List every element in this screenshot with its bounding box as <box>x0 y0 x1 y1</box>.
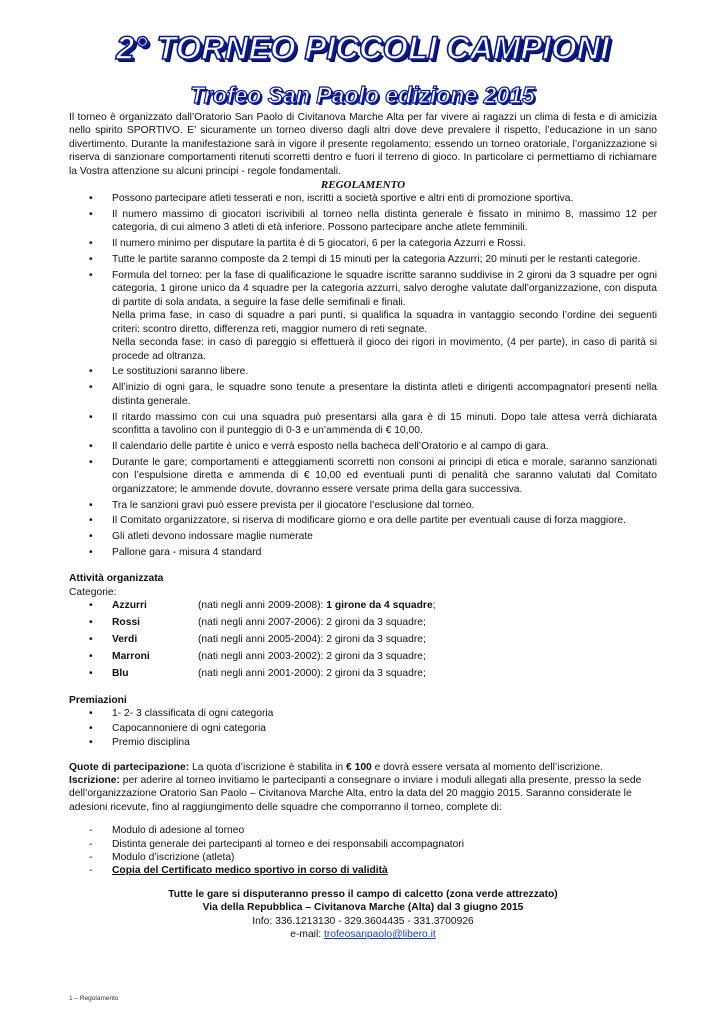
bullet-icon: • <box>89 238 93 250</box>
bullet-icon: • <box>89 547 93 559</box>
premiazioni-heading: Premiazioni <box>69 695 127 706</box>
subtitle: Trofeo San Paolo edizione 2015 <box>190 82 535 108</box>
rule-text: Tutte le partite saranno composte da 2 tempi di 15 minuti per la categoria Azzurri; 20 minuti per le restanti categorie. <box>112 254 641 266</box>
rule-item <box>69 499 657 512</box>
dash-icon: - <box>89 838 93 850</box>
rule-item <box>69 253 657 266</box>
bullet-icon: • <box>89 208 93 220</box>
prize-text: Premio disciplina <box>112 737 190 749</box>
category-groups: 1 girone da 4 squadre <box>326 600 433 611</box>
iscrizione-paragraph <box>69 774 657 814</box>
category-groups: 2 gironi da 3 squadre <box>326 634 423 645</box>
bullet-icon: • <box>89 499 93 511</box>
bullet-icon: • <box>89 634 93 645</box>
rule-item <box>69 456 657 496</box>
category-years: (nati negli anni 2003-2002): <box>198 651 327 662</box>
category-end: ; <box>422 651 426 662</box>
quote-text-after: e dovrà essere versata al momento dell’iscrizione. <box>371 761 603 773</box>
category-groups: 2 gironi da 3 squadre <box>326 651 423 662</box>
bullet-icon: • <box>89 270 93 282</box>
premiazioni-list <box>69 707 657 749</box>
category-end: ; <box>422 617 426 628</box>
bullet-icon: • <box>89 193 93 205</box>
dash-icon: - <box>89 825 93 837</box>
bullet-icon: • <box>89 382 93 394</box>
bullet-icon: • <box>89 651 93 662</box>
category-name: Blu <box>112 668 129 679</box>
quote-label: Quote di partecipazione: <box>69 761 190 773</box>
rule-text: All’inizio di ogni gara, le squadre sono tenute a presentare la distinta atleti e dirigenti accompagnatori presenti nella distinta generale. <box>112 382 657 407</box>
subtitle-banner <box>0 82 725 108</box>
closing-block <box>69 888 657 942</box>
category-end: ; <box>422 634 426 645</box>
bullet-icon: • <box>89 708 93 720</box>
category-details <box>198 599 436 616</box>
rule-item <box>69 208 657 235</box>
rule-text: Le sostituzioni saranno libere. <box>112 366 249 378</box>
attivita-heading: Attività organizzata <box>69 573 164 585</box>
email-link[interactable]: trofeosanpaolo@libero.it <box>323 929 436 941</box>
rule-text: Tra le sanzioni gravi può essere prevista per il giocatore l’esclusione dal torneo. <box>112 499 475 511</box>
category-name: Marroni <box>112 651 150 662</box>
spacer <box>69 814 657 824</box>
title-banner <box>0 30 725 66</box>
category-details <box>198 616 436 633</box>
spacer <box>69 751 657 761</box>
rule-text: Durante le gare; comportamenti e atteggiamenti scorretti non consoni ai principi di etica e morale, saranno sanzionati con l’espulsione diretta e ammenda di € 10,00 ed eventuali punti di penalità che saranno valutati dal Comitato organizzatore; le ammende dovute, dovranno essere versate prima della gara successiva. <box>112 456 657 495</box>
prize-item <box>69 736 657 749</box>
bullet-icon: • <box>89 600 93 611</box>
rule-item <box>69 546 657 559</box>
bullet-icon: • <box>89 617 93 628</box>
category-details <box>198 650 436 667</box>
bullet-icon: • <box>89 440 93 452</box>
document-item <box>69 838 657 851</box>
rule-item <box>69 237 657 250</box>
rules-list <box>69 192 657 560</box>
page-footnote: 1 – Regolamento <box>69 995 119 1002</box>
quote-amount: € 100 <box>346 761 372 773</box>
spacer <box>69 878 657 888</box>
category-row <box>69 650 436 667</box>
category-row <box>69 667 436 684</box>
category-row <box>69 633 436 650</box>
category-name: Azzurri <box>112 600 147 611</box>
rule-text: Formula del torneo: per la fase di qualificazione le squadre iscritte saranno suddivise in 2 gironi da 3 squadre per ogni categoria, 1 girone unico da 4 squadre per la categoria azzurri, salvo deroghe valutate dall’organizzazione, con disputa di partite di sola andata, a seguire la fase delle semifinali e finali. <box>112 270 657 308</box>
spacer <box>69 562 657 572</box>
category-years: (nati negli anni 2005-2004): <box>198 634 327 645</box>
rule-text: Il ritardo massimo con cui una squadra può presentarsi alla gara è di 15 minuti. Dopo tale attesa verrà dichiarata sconfitta a tavolino con il punteggio di 0-3 e un’ammenda di € 10,00. <box>112 411 657 437</box>
rule-item <box>69 381 657 408</box>
category-name: Verdi <box>112 634 138 645</box>
category-groups: 2 gironi da 3 squadre <box>326 617 423 628</box>
rule-text: Pallone gara - misura 4 standard <box>112 547 262 559</box>
certificate-text: Copia del Certificato medico sportivo in corso di validità <box>112 865 388 877</box>
category-years: (nati negli anni 2009-2008): <box>198 600 327 611</box>
category-name: Rossi <box>112 617 141 628</box>
rule-text: Il numero massimo di giocatori iscrivibili al torneo nella distinta generale è fissato in minimo 8, massimo 12 per categoria, di cui almeno 3 atleti di età inferiore. Possono partecipare anche atlete femminili. <box>112 208 657 234</box>
document-body <box>69 111 657 942</box>
rule-text: Il numero minimo per disputare la partita è di 5 giocatori, 6 per la categoria Azzurri e Rossi. <box>112 238 526 250</box>
rule-text: Il Comitato organizzatore, si riserva di modificare giorno e ora delle partite per eventuali cause di forza maggiore. <box>112 515 626 527</box>
closing-line-venue: Tutte le gare si disputeranno presso il campo di calcetto (zona verde attrezzato) <box>168 888 558 900</box>
bullet-icon: • <box>89 366 93 378</box>
bullet-icon: • <box>89 456 93 468</box>
closing-info: Info: 336.1213130 - 329.3604435 - 331.3700926 <box>252 915 474 927</box>
document-item <box>69 824 657 837</box>
rule-text: Gli atleti devono indossare maglie numerate <box>112 531 313 543</box>
prize-text: Capocannoniere di ogni categoria <box>112 722 266 734</box>
rule-text: Il calendario delle partite è unico e verrà esposto nella bacheca dell’Oratorio e al campo di gara. <box>112 440 549 452</box>
email-label: e-mail: <box>290 929 324 941</box>
bullet-icon: • <box>89 411 93 423</box>
rule-item <box>69 514 657 527</box>
document-text: Modulo d’iscrizione (atleta) <box>112 852 235 864</box>
category-details <box>198 667 436 684</box>
iscrizione-label: Iscrizione: <box>69 775 120 787</box>
dash-icon: - <box>89 865 93 877</box>
quote-paragraph <box>69 761 657 774</box>
category-years: (nati negli anni 2001-2000): <box>198 668 327 679</box>
dash-icon: - <box>89 852 93 864</box>
bullet-icon: • <box>89 531 93 543</box>
bullet-icon: • <box>89 515 93 527</box>
document-item-certificate <box>69 864 657 877</box>
category-end: ; <box>422 668 426 679</box>
documents-list <box>69 824 657 878</box>
category-end: ; <box>432 600 436 611</box>
prize-item <box>69 707 657 720</box>
document-item <box>69 851 657 864</box>
bullet-icon: • <box>89 668 93 679</box>
iscrizione-text: per aderire al torneo invitiamo le partecipanti a consegnare o inviare i moduli allegati alla presente, presso la sede dell’organizzazione Oratorio San Paolo – Civitanova Marche Alta, entro la data del 20 maggio 2015. Saranno considerate le adesioni ricevute, fino al raggiungimento delle squadre che comporranno il torneo, complete di: <box>69 775 642 813</box>
rule-item <box>69 269 657 363</box>
bullet-icon: • <box>89 722 93 734</box>
quote-text-before: La quota d’iscrizione è stabilita in <box>189 761 346 773</box>
category-row <box>69 599 436 616</box>
spacer <box>69 684 657 694</box>
rule-text: Possono partecipare atleti tesserati e non, iscritti a società sportive e altri enti di promozione sportiva. <box>112 193 574 205</box>
rule-item <box>69 440 657 453</box>
intro-paragraph: Il torneo è organizzato dall’Oratorio San Paolo di Civitanova Marche Alta per far vivere ai ragazzi un clima di festa e di amicizia nello spirito SPORTIVO. E’ sicuramente un torneo diverso dagli altri dove deve prevalere il rispetto, l’educazione in un sano divertimento. Durante la manifestazione sarà in vigore il presente regolamento; essendo un torneo oratoriale, l’organizzazione si riserva di sanzionare comportamenti ritenuti scorretti dentro e fuori il terreno di gioco. In particolare ci permettiamo di richiamare la Vostra attenzione su alcuni principi - regole fondamentali. <box>69 112 657 177</box>
rule-item <box>69 365 657 378</box>
category-years: (nati negli anni 2007-2006): <box>198 617 327 628</box>
category-groups: 2 gironi da 3 squadre <box>326 668 423 679</box>
category-row <box>69 616 436 633</box>
document-text: Modulo di adesione al torneo <box>112 825 245 837</box>
rule-item <box>69 530 657 543</box>
prize-item <box>69 722 657 735</box>
categorie-label: Categorie: <box>69 586 117 598</box>
bullet-icon: • <box>89 737 93 749</box>
rule-item <box>69 411 657 438</box>
rule-subparagraph: Nella seconda fase: in caso di pareggio si effettuerà il gioco dei rigori in movimento, (4 per parte), in caso di parità si procede ad oltranza. <box>112 337 657 362</box>
main-title: 2° TORNEO PICCOLI CAMPIONI <box>115 30 610 66</box>
bullet-icon: • <box>89 254 93 266</box>
closing-line-address: Via della Repubblica – Civitanova Marche (Alta) dal 3 giugno 2015 <box>202 902 524 914</box>
closing-email-line <box>69 928 657 941</box>
categories-table <box>69 599 436 684</box>
regolamento-heading: REGOLAMENTO <box>320 179 406 192</box>
prize-text: 1- 2- 3 classificata di ogni categoria <box>112 708 274 720</box>
document-text: Distinta generale dei partecipanti al torneo e dei responsabili accompagnatori <box>112 838 465 850</box>
rule-subparagraph: Nella prima fase, in caso di squadre a pari punti, si qualifica la squadra in vantaggio secondo l’ordine dei seguenti criteri: scontro diretto, differenza reti, maggior numero di reti segnate. <box>112 310 657 335</box>
category-details <box>198 633 436 650</box>
rule-item <box>69 192 657 205</box>
